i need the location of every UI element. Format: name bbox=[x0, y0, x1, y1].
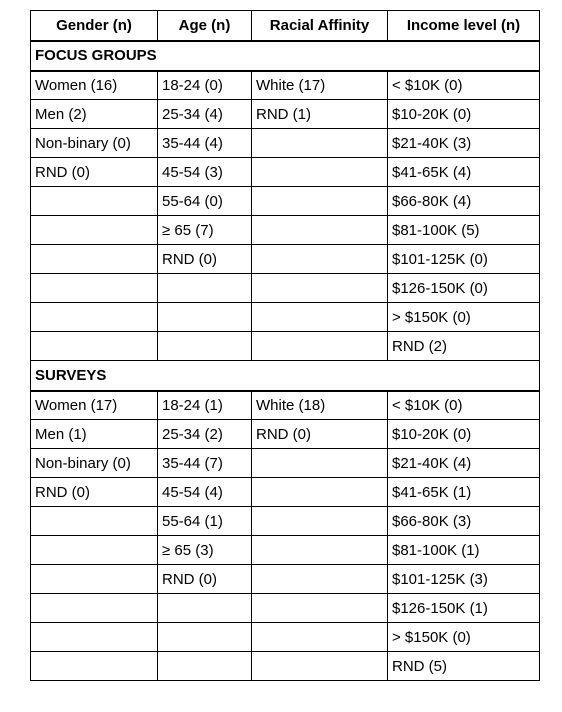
demographics-table bbox=[30, 10, 540, 681]
cell-racial-affinity bbox=[252, 507, 388, 536]
cell-racial-affinity bbox=[252, 129, 388, 158]
cell-age: RND (0) bbox=[158, 245, 252, 274]
cell-racial-affinity bbox=[252, 536, 388, 565]
table-header bbox=[31, 11, 540, 41]
cell-age bbox=[158, 332, 252, 361]
cell-age: 55-64 (0) bbox=[158, 187, 252, 216]
cell-income-level: $81-100K (1) bbox=[388, 536, 540, 565]
cell-racial-affinity bbox=[252, 449, 388, 478]
table-row bbox=[31, 274, 540, 303]
table-row bbox=[31, 100, 540, 129]
cell-gender bbox=[31, 274, 158, 303]
cell-racial-affinity bbox=[252, 565, 388, 594]
table-row bbox=[31, 245, 540, 274]
table-row bbox=[31, 565, 540, 594]
cell-gender: Men (1) bbox=[31, 420, 158, 449]
cell-racial-affinity bbox=[252, 274, 388, 303]
cell-gender: Non-binary (0) bbox=[31, 449, 158, 478]
cell-racial-affinity bbox=[252, 216, 388, 245]
cell-income-level: < $10K (0) bbox=[388, 391, 540, 420]
cell-income-level: $66-80K (4) bbox=[388, 187, 540, 216]
cell-gender bbox=[31, 332, 158, 361]
table-row bbox=[31, 71, 540, 100]
cell-age bbox=[158, 623, 252, 652]
cell-gender bbox=[31, 536, 158, 565]
cell-income-level: $10-20K (0) bbox=[388, 100, 540, 129]
cell-gender bbox=[31, 565, 158, 594]
cell-age: 45-54 (4) bbox=[158, 478, 252, 507]
section-title: SURVEYS bbox=[31, 361, 540, 391]
header-racial-affinity: Racial Affinity bbox=[252, 11, 388, 41]
cell-age: 35-44 (4) bbox=[158, 129, 252, 158]
cell-gender: RND (0) bbox=[31, 158, 158, 187]
cell-income-level: $21-40K (3) bbox=[388, 129, 540, 158]
cell-income-level: $41-65K (4) bbox=[388, 158, 540, 187]
cell-age: 45-54 (3) bbox=[158, 158, 252, 187]
section-title: FOCUS GROUPS bbox=[31, 41, 540, 71]
table-row bbox=[31, 187, 540, 216]
cell-income-level: $101-125K (3) bbox=[388, 565, 540, 594]
cell-gender: Women (16) bbox=[31, 71, 158, 100]
cell-gender bbox=[31, 652, 158, 681]
cell-income-level: $126-150K (0) bbox=[388, 274, 540, 303]
header-income-level: Income level (n) bbox=[388, 11, 540, 41]
cell-income-level: RND (5) bbox=[388, 652, 540, 681]
cell-income-level: $21-40K (4) bbox=[388, 449, 540, 478]
table-row bbox=[31, 478, 540, 507]
table-row bbox=[31, 303, 540, 332]
cell-age: 55-64 (1) bbox=[158, 507, 252, 536]
cell-racial-affinity: White (17) bbox=[252, 71, 388, 100]
table-row bbox=[31, 507, 540, 536]
cell-racial-affinity bbox=[252, 594, 388, 623]
cell-age: ≥ 65 (3) bbox=[158, 536, 252, 565]
cell-gender bbox=[31, 216, 158, 245]
cell-racial-affinity bbox=[252, 303, 388, 332]
cell-racial-affinity bbox=[252, 332, 388, 361]
cell-gender: RND (0) bbox=[31, 478, 158, 507]
table-body bbox=[31, 41, 540, 681]
table-row bbox=[31, 158, 540, 187]
cell-age bbox=[158, 652, 252, 681]
table-row bbox=[31, 216, 540, 245]
cell-age: 35-44 (7) bbox=[158, 449, 252, 478]
cell-income-level: $126-150K (1) bbox=[388, 594, 540, 623]
table-row bbox=[31, 332, 540, 361]
cell-income-level: $66-80K (3) bbox=[388, 507, 540, 536]
cell-gender: Women (17) bbox=[31, 391, 158, 420]
table-row bbox=[31, 594, 540, 623]
cell-age: 25-34 (4) bbox=[158, 100, 252, 129]
cell-age: ≥ 65 (7) bbox=[158, 216, 252, 245]
cell-age: 25-34 (2) bbox=[158, 420, 252, 449]
cell-age: 18-24 (0) bbox=[158, 71, 252, 100]
cell-income-level: < $10K (0) bbox=[388, 71, 540, 100]
cell-gender: Men (2) bbox=[31, 100, 158, 129]
table-row bbox=[31, 536, 540, 565]
cell-age: RND (0) bbox=[158, 565, 252, 594]
section-header-row bbox=[31, 361, 540, 391]
cell-gender bbox=[31, 245, 158, 274]
cell-age bbox=[158, 274, 252, 303]
cell-gender bbox=[31, 594, 158, 623]
cell-gender bbox=[31, 623, 158, 652]
cell-racial-affinity bbox=[252, 187, 388, 216]
header-gender: Gender (n) bbox=[31, 11, 158, 41]
table-row bbox=[31, 420, 540, 449]
cell-gender bbox=[31, 507, 158, 536]
cell-racial-affinity: RND (1) bbox=[252, 100, 388, 129]
cell-racial-affinity bbox=[252, 652, 388, 681]
cell-racial-affinity: White (18) bbox=[252, 391, 388, 420]
cell-racial-affinity bbox=[252, 245, 388, 274]
cell-gender bbox=[31, 303, 158, 332]
table-row bbox=[31, 391, 540, 420]
cell-age: 18-24 (1) bbox=[158, 391, 252, 420]
table-row bbox=[31, 129, 540, 158]
cell-income-level: $10-20K (0) bbox=[388, 420, 540, 449]
cell-income-level: > $150K (0) bbox=[388, 623, 540, 652]
header-row bbox=[31, 11, 540, 41]
cell-income-level: RND (2) bbox=[388, 332, 540, 361]
cell-age bbox=[158, 303, 252, 332]
table-row bbox=[31, 449, 540, 478]
cell-racial-affinity: RND (0) bbox=[252, 420, 388, 449]
section-header-row bbox=[31, 41, 540, 71]
cell-income-level: > $150K (0) bbox=[388, 303, 540, 332]
cell-income-level: $101-125K (0) bbox=[388, 245, 540, 274]
cell-racial-affinity bbox=[252, 478, 388, 507]
cell-age bbox=[158, 594, 252, 623]
cell-gender bbox=[31, 187, 158, 216]
cell-income-level: $81-100K (5) bbox=[388, 216, 540, 245]
cell-gender: Non-binary (0) bbox=[31, 129, 158, 158]
cell-racial-affinity bbox=[252, 623, 388, 652]
header-age: Age (n) bbox=[158, 11, 252, 41]
table-row bbox=[31, 652, 540, 681]
cell-income-level: $41-65K (1) bbox=[388, 478, 540, 507]
cell-racial-affinity bbox=[252, 158, 388, 187]
table-row bbox=[31, 623, 540, 652]
